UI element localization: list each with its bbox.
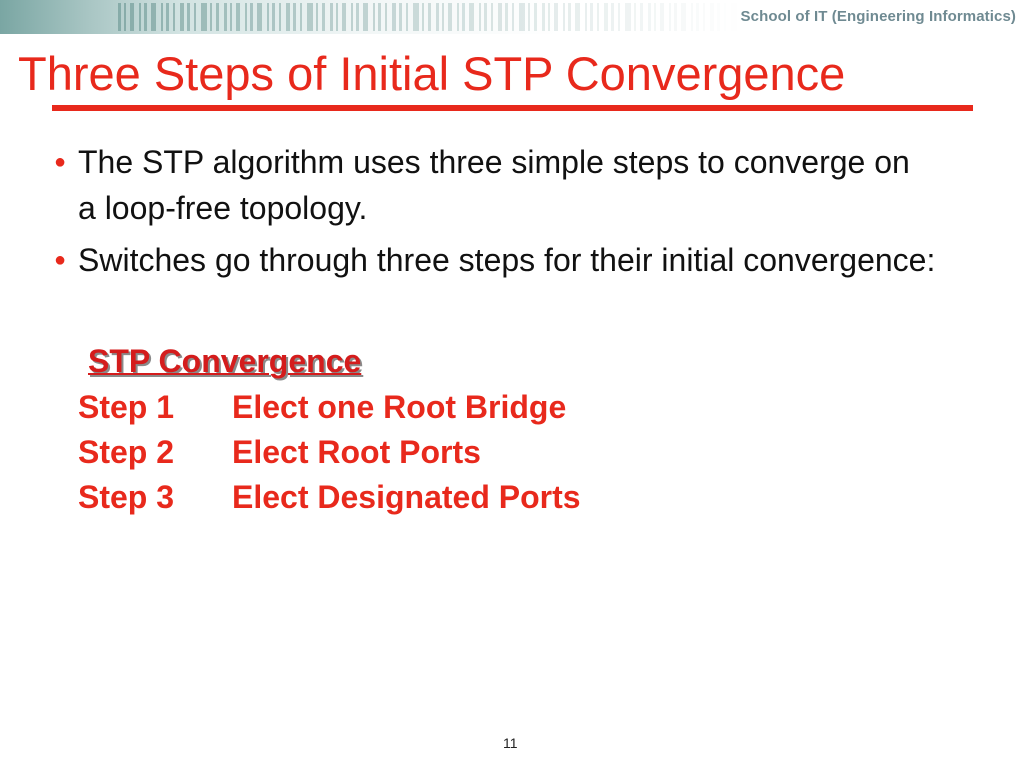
header-stripe xyxy=(151,3,156,31)
bullet-item xyxy=(54,237,938,283)
header-stripe xyxy=(563,3,565,31)
header-stripe xyxy=(436,3,439,31)
header-stripe xyxy=(322,3,325,31)
step-label: Step 1 xyxy=(78,389,175,425)
header-stripe xyxy=(230,3,232,31)
header-stripe xyxy=(696,3,699,31)
header-stripe xyxy=(300,3,302,31)
header-stripe xyxy=(691,3,693,31)
header-stripe xyxy=(130,3,134,31)
header-stripe xyxy=(373,3,375,31)
bullet-text: Switches go through three steps for their initial convergence: xyxy=(78,242,936,278)
slide-title: Three Steps of Initial STP Convergence xyxy=(18,47,846,100)
header-stripe xyxy=(118,3,121,31)
header-stripe xyxy=(224,3,227,31)
header-stripe xyxy=(542,3,545,31)
bullet-item xyxy=(54,139,918,231)
header-stripe xyxy=(484,3,487,31)
header-stripe xyxy=(307,3,313,31)
header-stripe xyxy=(351,3,353,31)
header-stripe xyxy=(422,3,424,31)
header-stripe xyxy=(428,3,431,31)
header-stripe xyxy=(330,3,333,31)
header-stripe xyxy=(201,3,207,31)
header-stripe xyxy=(139,3,141,31)
step-text: Elect one Root Bridge xyxy=(232,389,567,425)
header-stripe xyxy=(462,3,465,31)
header-stripe xyxy=(604,3,608,31)
header-stripe xyxy=(392,3,396,31)
header-stripe xyxy=(528,3,530,31)
school-label: School of IT (Engineering Informatics) xyxy=(740,8,1016,25)
header-stripe xyxy=(554,3,558,31)
step-row xyxy=(78,474,581,520)
header-stripe xyxy=(634,3,636,31)
header-stripe xyxy=(236,3,240,31)
page-number: 11 xyxy=(503,735,518,751)
header-stripe xyxy=(491,3,493,31)
header-stripe xyxy=(681,3,686,31)
header-stripe xyxy=(660,3,664,31)
title-underline xyxy=(52,105,973,111)
header-stripe xyxy=(385,3,387,31)
header-band xyxy=(0,0,1024,34)
header-stripe xyxy=(457,3,459,31)
header-stripe xyxy=(194,3,196,31)
step-label: Step 2 xyxy=(78,434,175,470)
header-stripe xyxy=(479,3,481,31)
header-stripe xyxy=(442,3,444,31)
header-stripe xyxy=(717,3,720,31)
header-stripe xyxy=(378,3,381,31)
header-stripe xyxy=(250,3,253,31)
header-stripe xyxy=(534,3,537,31)
header-stripe xyxy=(144,3,147,31)
header-stripe xyxy=(216,3,219,31)
bullet-text: The STP algorithm uses three simple steps to converge on a loop-free topology. xyxy=(78,144,910,226)
bullet-dot-icon: ● xyxy=(54,249,67,271)
header-stripe xyxy=(505,3,508,31)
header-stripe xyxy=(674,3,677,31)
header-stripe xyxy=(356,3,359,31)
bullet-dot-icon: ● xyxy=(54,151,67,173)
header-stripe xyxy=(124,3,126,31)
header-stripe xyxy=(618,3,620,31)
step-row xyxy=(78,384,566,430)
header-stripe xyxy=(648,3,651,31)
header-stripe xyxy=(257,3,262,31)
header-stripe xyxy=(669,3,671,31)
header-stripe xyxy=(173,3,175,31)
header-stripe xyxy=(342,3,346,31)
step-text: Elect Designated Ports xyxy=(232,479,581,515)
header-stripe xyxy=(286,3,290,31)
header-stripe xyxy=(640,3,643,31)
header-stripe xyxy=(519,3,525,31)
header-stripe xyxy=(413,3,419,31)
header-stripe xyxy=(568,3,571,31)
header-stripe xyxy=(625,3,631,31)
header-stripe xyxy=(267,3,269,31)
header-stripe xyxy=(187,3,190,31)
header-stripe xyxy=(180,3,184,31)
header-stripe xyxy=(512,3,514,31)
header-stripe xyxy=(597,3,599,31)
header-stripe xyxy=(245,3,247,31)
header-stripe xyxy=(654,3,656,31)
header-stripe xyxy=(575,3,580,31)
header-stripe xyxy=(293,3,296,31)
header-stripe xyxy=(272,3,275,31)
header-stripe xyxy=(498,3,502,31)
header-stripe xyxy=(724,3,726,31)
header-stripe xyxy=(585,3,587,31)
header-stripe xyxy=(279,3,281,31)
header-stripe xyxy=(336,3,338,31)
header-stripe xyxy=(316,3,318,31)
header-stripe xyxy=(166,3,169,31)
header-stripe xyxy=(448,3,452,31)
header-stripe xyxy=(210,3,212,31)
step-row xyxy=(78,429,481,475)
header-stripe xyxy=(710,3,714,31)
header-stripe xyxy=(611,3,614,31)
header-stripe xyxy=(406,3,408,31)
header-stripes xyxy=(118,3,738,31)
header-stripe xyxy=(363,3,368,31)
header-stripe xyxy=(703,3,705,31)
convergence-heading: STP Convergence xyxy=(88,343,362,379)
step-label: Step 3 xyxy=(78,479,175,515)
step-text: Elect Root Ports xyxy=(232,434,481,470)
header-stripe xyxy=(469,3,474,31)
header-stripe xyxy=(548,3,550,31)
header-stripe xyxy=(731,3,737,31)
header-stripe xyxy=(590,3,593,31)
header-stripe xyxy=(161,3,163,31)
header-stripe xyxy=(399,3,402,31)
